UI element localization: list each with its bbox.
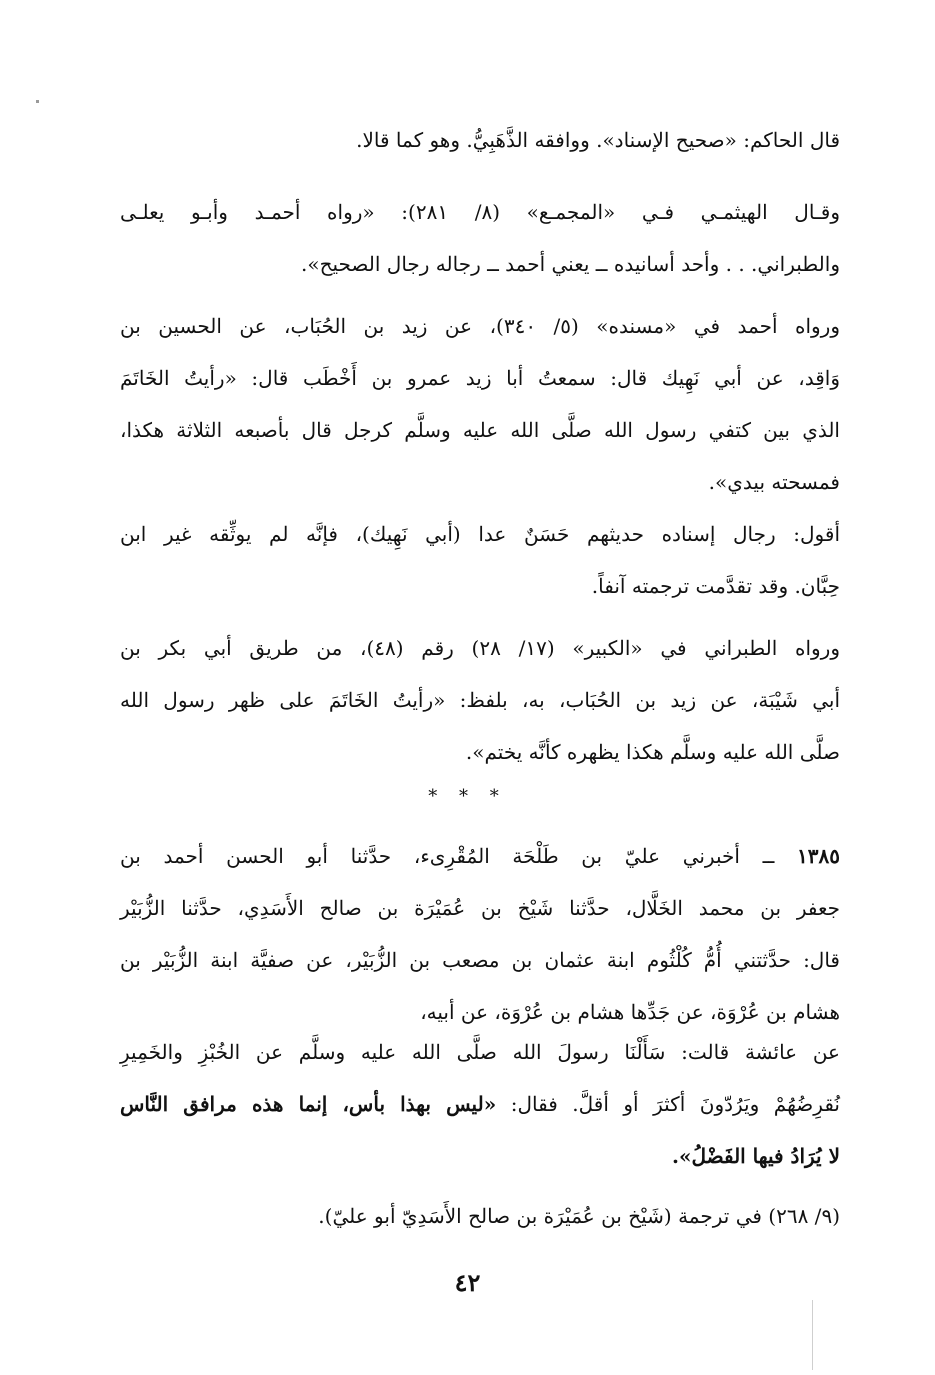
paragraph-tabarani: [120, 622, 840, 778]
hadith-matn: [120, 1026, 840, 1182]
text-line: صلَّى الله عليه وسلَّم هكذا يظهره كأنَّه يختم».: [465, 740, 840, 764]
text-line: ورواه أحمد في «مسنده» (٥/ ٣٤٠)، عن زيد بن الحُبَاب، عن الحسين بن: [120, 314, 840, 338]
text-line: حِبَّان. وقد تقدَّمت ترجمته آنفاً.: [591, 574, 840, 598]
paragraph-ahmad-musnad: [120, 300, 840, 508]
text-line: [120, 830, 840, 882]
hadith-number: ١٣٨٥: [797, 844, 841, 868]
text-line: والطبراني. . . وأحد أسانيده ــ يعني أحمد ــ رجاله رجال الصحيح».: [300, 252, 840, 276]
matn-text: نُقرِضُهُمْ ويَرُدّونَ أكثرَ أو أقلَّ. فقال:: [510, 1092, 841, 1116]
text-line: جعفر بن محمد الخَلَّال، حدَّثنا شَيْخ بن عُمَيْرَة بن صالح الأَسَدِي، حدَّثنا الزُّبَيْر: [120, 896, 840, 920]
text-line: [120, 1078, 840, 1130]
section-separator: * * *: [428, 786, 507, 807]
text-line: (٩/ ٢٦٨) في ترجمة (شَيْخ بن عُمَيْرَة بن صالح الأَسَدِيّ أبو عليّ).: [318, 1204, 840, 1228]
scan-gutter-line: [812, 1300, 813, 1370]
hadith-isnad: [120, 830, 840, 1038]
text-line: أبي شَيْبَة، عن زيد بن الحُبَاب، به، بلفظ: «رأيتُ الخَاتَمَ على ظهر رسول الله: [120, 688, 840, 712]
text-line: وقـال الهيثمـي فـي «المجمـع» (٨/ ٢٨١): «رواه أحمـد وأبـو يعلـى: [120, 200, 840, 224]
page-number: ٤٢: [454, 1268, 481, 1297]
hadith-line-text: ــ أخبرني عليّ بن طَلْحَة المُقْرِىء، حدَّثنا أبو الحسن أحمد بن: [120, 844, 775, 868]
text-line: ورواه الطبراني في «الكبير» (١٧/ ٢٨) رقم (٤٨)، من طريق أبي بكر بن: [120, 636, 840, 660]
text-line: هشام بن عُرْوَة، عن جَدِّها هشام بن عُرْوَة، عن أبيه،: [420, 1000, 840, 1024]
text-line: فمسحته بيدي».: [708, 470, 840, 494]
prophet-saying-end: لا يُرَادُ فيها الفَضْلُ».: [672, 1144, 840, 1168]
text-line: أقول: رجال إسناده حديثهم حَسَنٌ عدا (أبي نَهِيك)، فإنَّه لم يوثِّقه غير ابن: [120, 522, 840, 546]
text-line: وَاقِد، عن أبي نَهِيك قال: سمعتُ أبا زيد عمرو بن أَخْطَب قال: «رأيتُ الخَاتَمَ: [120, 366, 840, 390]
reference-note: [120, 1190, 840, 1242]
paragraph-hakim: [120, 114, 840, 166]
text-line: قال الحاكم: «صحيح الإسناد». ووافقه الذَّهَبِيُّ. وهو كما قالا.: [356, 128, 840, 152]
prophet-saying: «ليس بهذا بأس، إنما هذه مرافق النَّاس: [120, 1092, 497, 1116]
text-line: عن عائشة قالت: سَأَلْنَا رسولَ الله صلَّى الله عليه وسلَّم عن الخُبْزِ والخَمِيرِ: [120, 1040, 840, 1064]
text-line: الذي بين كتفي رسول الله صلَّى الله عليه وسلَّم كرجل قال بأصبعه الثلاثة هكذا،: [120, 418, 840, 442]
paragraph-haythami: [120, 186, 840, 290]
scan-mark: [36, 100, 39, 103]
text-line: قال: حدَّثتني أُمُّ كُلْثُوم ابنة عثمان بن مصعب بن الزُّبَيْر، عن صفيَّة ابنة الزُّبَيْر بن: [120, 948, 840, 972]
paragraph-aqul: [120, 508, 840, 612]
